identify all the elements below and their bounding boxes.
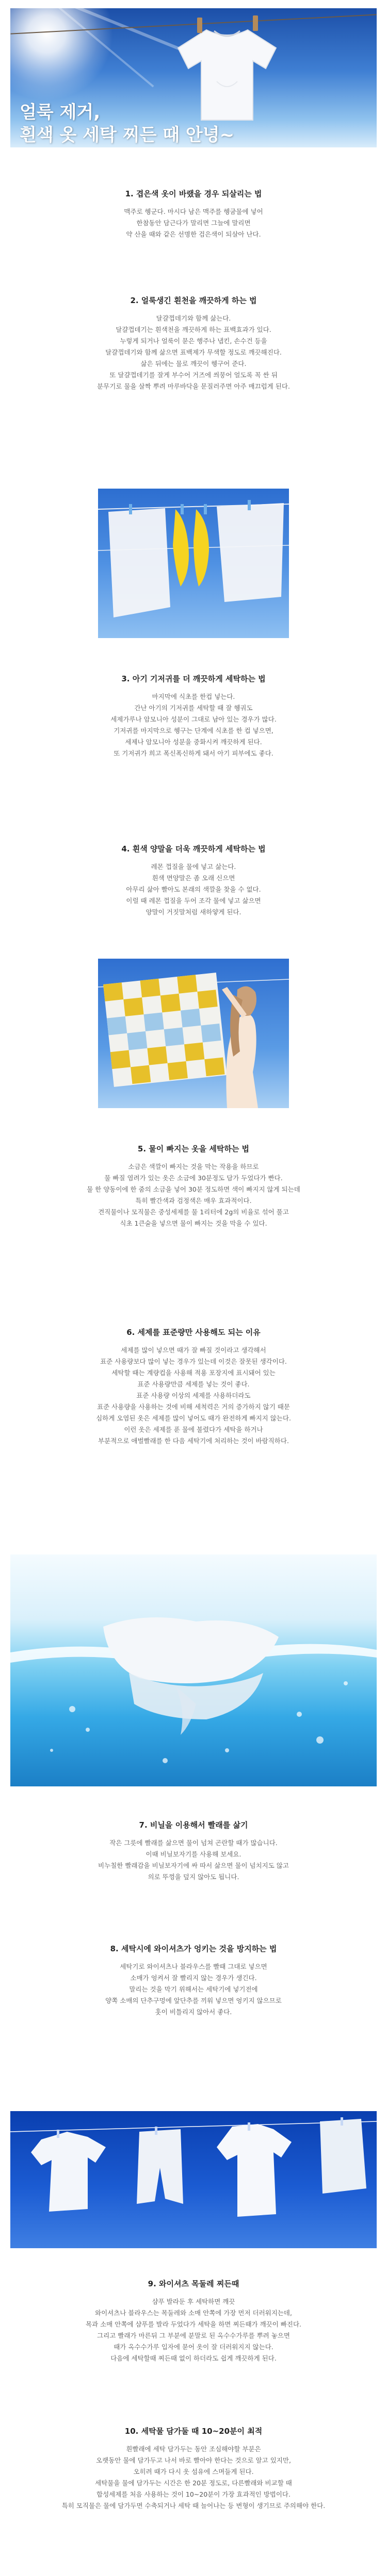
tip-line: 오히려 때가 다시 옷 섬유에 스며들게 된다. [133, 2468, 254, 2475]
tip-line: 훗이 비틀리지 않아서 좋다. [155, 2008, 232, 2016]
laundry-photo [10, 2111, 377, 2248]
tip-title: 5. 물이 빠지는 옷을 세탁하는 법 [137, 1144, 250, 1153]
tip-title: 2. 얼룩생긴 흰천을 깨끗하게 하는 법 [130, 296, 257, 305]
tip-line: 또 달걀껍데기를 잘게 부수어 거즈에 씌뭉어 얼도록 꼭 싼 뒤 [109, 371, 278, 379]
tip-line: 분무기로 물을 살짝 뿌려 마루바닥을 문질러주면 아주 매끄럽게 된다. [97, 382, 290, 390]
tip-line: 물 한 양동이에 한 줌의 소금을 넣어 30분 정도하면 색이 빠지지 않게 되는데 [87, 1185, 300, 1193]
tip-line: 흰빨래에 세탁 담가두는 동안 조심해야할 부분은 [126, 2445, 261, 2453]
tip-line: 약 산을 때와 같은 선명한 검은색이 되살아 난다. [126, 230, 261, 238]
tip-line: 목과 소매 안쪽에 샴푸를 발라 두었다가 세탁을 하면 찌든때가 깨끗이 빠진다. [85, 2320, 302, 2328]
hero-title-line: 흰색 옷 세탁 찌든 때 안녕~ [20, 125, 235, 145]
tip-line: 작은 그릇에 빨래를 삶으면 물이 넘쳐 곤란할 때가 많습니다. [109, 1839, 278, 1847]
tip-line: 이럴 때 레몬 껍질을 두어 조각 물에 넣고 삶으면 [126, 897, 261, 905]
tip-line: 세탁할 때는 계량컵을 사용해 적용 포장지에 표시돼어 있는 [111, 1369, 276, 1377]
clothesline-gloves-image [98, 489, 289, 638]
tip-line: 마지막에 식초를 한컵 넣는다. [152, 693, 235, 700]
tip-line: 표준 사용량보다 많이 넣는 경우가 있는데 이것은 잘못된 생각이다. [100, 1358, 287, 1365]
tip-section-9 [0, 2278, 387, 2364]
tip-line: 또 기저귀가 희고 폭신폭신하게 돼서 아기 피부에도 좋다. [114, 749, 273, 757]
tip-line: 때가 옥수수가루 입자에 묻어 옷이 잘 더러워지지 않는다. [114, 2343, 273, 2351]
laundry-photo [98, 489, 289, 638]
laundry-photo [10, 1554, 377, 1786]
tip-line: 소매가 엉켜서 잘 빨리지 않는 경우가 생긴다. [130, 1974, 257, 1982]
tip-line: 식초 1큰술을 넣으면 물이 빠지는 것을 막을 수 있다. [120, 1219, 267, 1227]
tip-section-8 [0, 1943, 387, 2018]
sun-glow [10, 8, 114, 101]
clothespin-icon [253, 15, 258, 31]
tip-line: 비누칠한 빨래감을 비닐보자기에 싸 따서 삶으면 물이 넘치지도 않고 [98, 1862, 289, 1869]
tip-title: 7. 비닐을 이용해서 빨래를 삶기 [139, 1820, 248, 1830]
tip-line: 누렇게 되거나 얼룩이 묻은 행주나 냅킨, 손수건 등을 [120, 337, 267, 345]
tip-title: 9. 와이셔츠 목둘레 찌든때 [148, 2279, 239, 2288]
tip-line: 오랫동안 물에 담가두고 나서 바로 빨아야 한다는 것으로 알고 있지만, [96, 2456, 291, 2464]
tip-line: 표준 사용량만큼 세제를 넣는 것이 좋다. [137, 1380, 250, 1388]
tip-line: 한참동안 담근다가 말리면 그늘에 말리면 [136, 219, 251, 227]
tip-line: 달걀껍데기와 함께 삶으면 표백제가 무색할 정도로 깨끗해진다. [105, 348, 282, 356]
tip-line: 이런 옷은 세제를 푼 물에 불렸다가 세탁을 하거나 [124, 1426, 263, 1433]
tip-line: 의로 뚜껑을 덮지 않아도 됩니다. [148, 1873, 239, 1881]
tip-line: 맥주로 헹군다. 마시다 남은 맥주를 헹굼물에 넣어 [124, 208, 263, 215]
tip-line: 레몬 껍질을 물에 넣고 삶는다. [151, 863, 236, 871]
tip-section-7 [0, 1819, 387, 1883]
tip-section-10 [0, 2426, 387, 2512]
clothespin-icon [197, 18, 202, 33]
tip-line: 부분적으로 애벌빨래를 한 다음 세탁기에 처리하는 것이 바람직하다. [98, 1437, 289, 1445]
tip-line: 샴푸 발라둔 후 세탁하면 깨끗 [152, 2298, 235, 2305]
tip-title: 8. 세탁시에 와이셔츠가 엉키는 것을 방지하는 법 [110, 1944, 277, 1953]
tip-section-2 [0, 295, 387, 392]
clothes-on-line-image [10, 2111, 377, 2248]
woman-quilt-image [98, 959, 289, 1108]
tip-line: 말리는 것을 막기 위해서는 세탁기에 넣기전에 [129, 1985, 258, 1993]
tip-section-5 [0, 1143, 387, 1229]
tip-line: 달걀껍데기와 함께 삶는다. [156, 314, 231, 322]
tip-line: 달걀껍데기는 흰색천을 깨끗하게 하는 표백효과가 있다. [116, 326, 271, 333]
tip-section-3 [0, 673, 387, 759]
laundry-photo [98, 959, 289, 1108]
tip-line: 세제나 암모니아 성분을 중화시켜 깨끗하게 된다. [125, 738, 262, 746]
tip-line: 물 빠질 염려가 있는 옷은 소금에 30분정도 담가 두었다가 빤다. [104, 1174, 283, 1182]
hero-banner [10, 8, 377, 147]
tip-section-6 [0, 1327, 387, 1447]
tip-line: 심하게 오염된 옷은 세제를 많이 넣어도 때가 완전하게 빠지지 않는다. [96, 1414, 291, 1422]
tip-title: 4. 흰색 양말을 더욱 깨끗하게 세탁하는 법 [121, 844, 266, 854]
tip-line: 다음에 세탁할때 찌든때 없이 하더라도 쉽게 깨끗하게 된다. [110, 2354, 277, 2362]
tip-line: 그리고 빨래가 마른뒤 그 부분에 분말로 된 옥수수가루를 뿌려 놓으면 [97, 2332, 290, 2339]
tip-title: 3. 아기 기저귀를 더 깨끗하게 세탁하는 법 [121, 674, 266, 683]
tip-line: 표준 사용량을 사용하는 것에 비해 세척력은 거의 증가하지 않기 때문 [97, 1403, 290, 1411]
tip-line: 양쪽 소매의 단추구멍에 앞단추를 끼워 넣으면 엉키지 않으므로 [105, 1997, 282, 2004]
tip-line: 특히 모직물은 물에 담가두면 수축되거나 세탁 때 늘어나는 등 변형이 생기므로 주의해야 한다. [61, 2502, 326, 2510]
tip-title: 6. 세제를 표준량만 사용해도 되는 이유 [126, 1328, 261, 1337]
hero-title-line: 얼룩 제거, [20, 102, 101, 123]
tip-section-4 [0, 843, 387, 918]
tip-line: 이때 비닐보자기를 사용해 보세요. [146, 1850, 241, 1858]
tip-line: 특히 빨간색과 검정색은 매우 효과적이다. [135, 1197, 252, 1205]
tip-line: 흰색 면양말은 좀 오래 신으면 [152, 874, 235, 882]
clothes-in-water-image [10, 1554, 377, 1786]
tip-line: 양말이 거짓말처럼 새하얗게 된다. [146, 908, 241, 916]
tip-line: 견직물이나 모직물은 중성세제를 물 1리터에 2g의 비율로 섞어 풀고 [98, 1208, 289, 1216]
tip-line: 소금은 색깔이 빠지는 것을 막는 작용을 하므로 [128, 1163, 259, 1170]
tip-title: 10. 세탁물 담가둘 때 10~20분이 최적 [124, 2427, 263, 2436]
tip-line: 아무리 삶아 빨아도 본래의 색깔을 찾을 수 없다. [126, 885, 261, 893]
tip-line: 기저귀를 마지막으로 헹구는 단계에 식초를 한 컵 넣으면, [114, 727, 273, 734]
tip-line: 세제가루나 암모니아 성분이 그대로 남아 있는 경우가 많다. [110, 715, 277, 723]
tip-line: 표준 사용량 이상의 세제를 사용하더라도 [136, 1392, 251, 1399]
tip-section-1 [0, 188, 387, 240]
tip-line: 세제를 많이 넣으면 때가 잘 빠질 것이라고 생각해서 [121, 1346, 266, 1354]
hero-title [20, 101, 234, 146]
tip-line: 합성세제를 처음 사용하는 것이 10~20분이 가장 효과적인 방법이다. [96, 2490, 291, 2498]
tip-line: 세탁물을 물에 담가두는 시간은 한 20분 정도로, 다른빨래와 비교할 때 [95, 2479, 292, 2487]
tip-title: 1. 겹은색 옷이 바랬을 경우 되살리는 법 [125, 189, 262, 198]
tip-line: 와이셔츠나 블라우스는 목둘레와 소매 안쪽에 가장 먼저 더러워지는데, [95, 2309, 292, 2317]
tip-line: 세탁기로 와이셔츠나 블라우스를 빨때 그대로 넣으면 [120, 1963, 267, 1970]
tip-line: 간난 아기의 기저귀를 세탁할 때 잘 헹궈도 [134, 704, 253, 712]
tip-line: 삶은 뒤에는 물로 깨끗이 헹구어 준다. [140, 360, 247, 367]
